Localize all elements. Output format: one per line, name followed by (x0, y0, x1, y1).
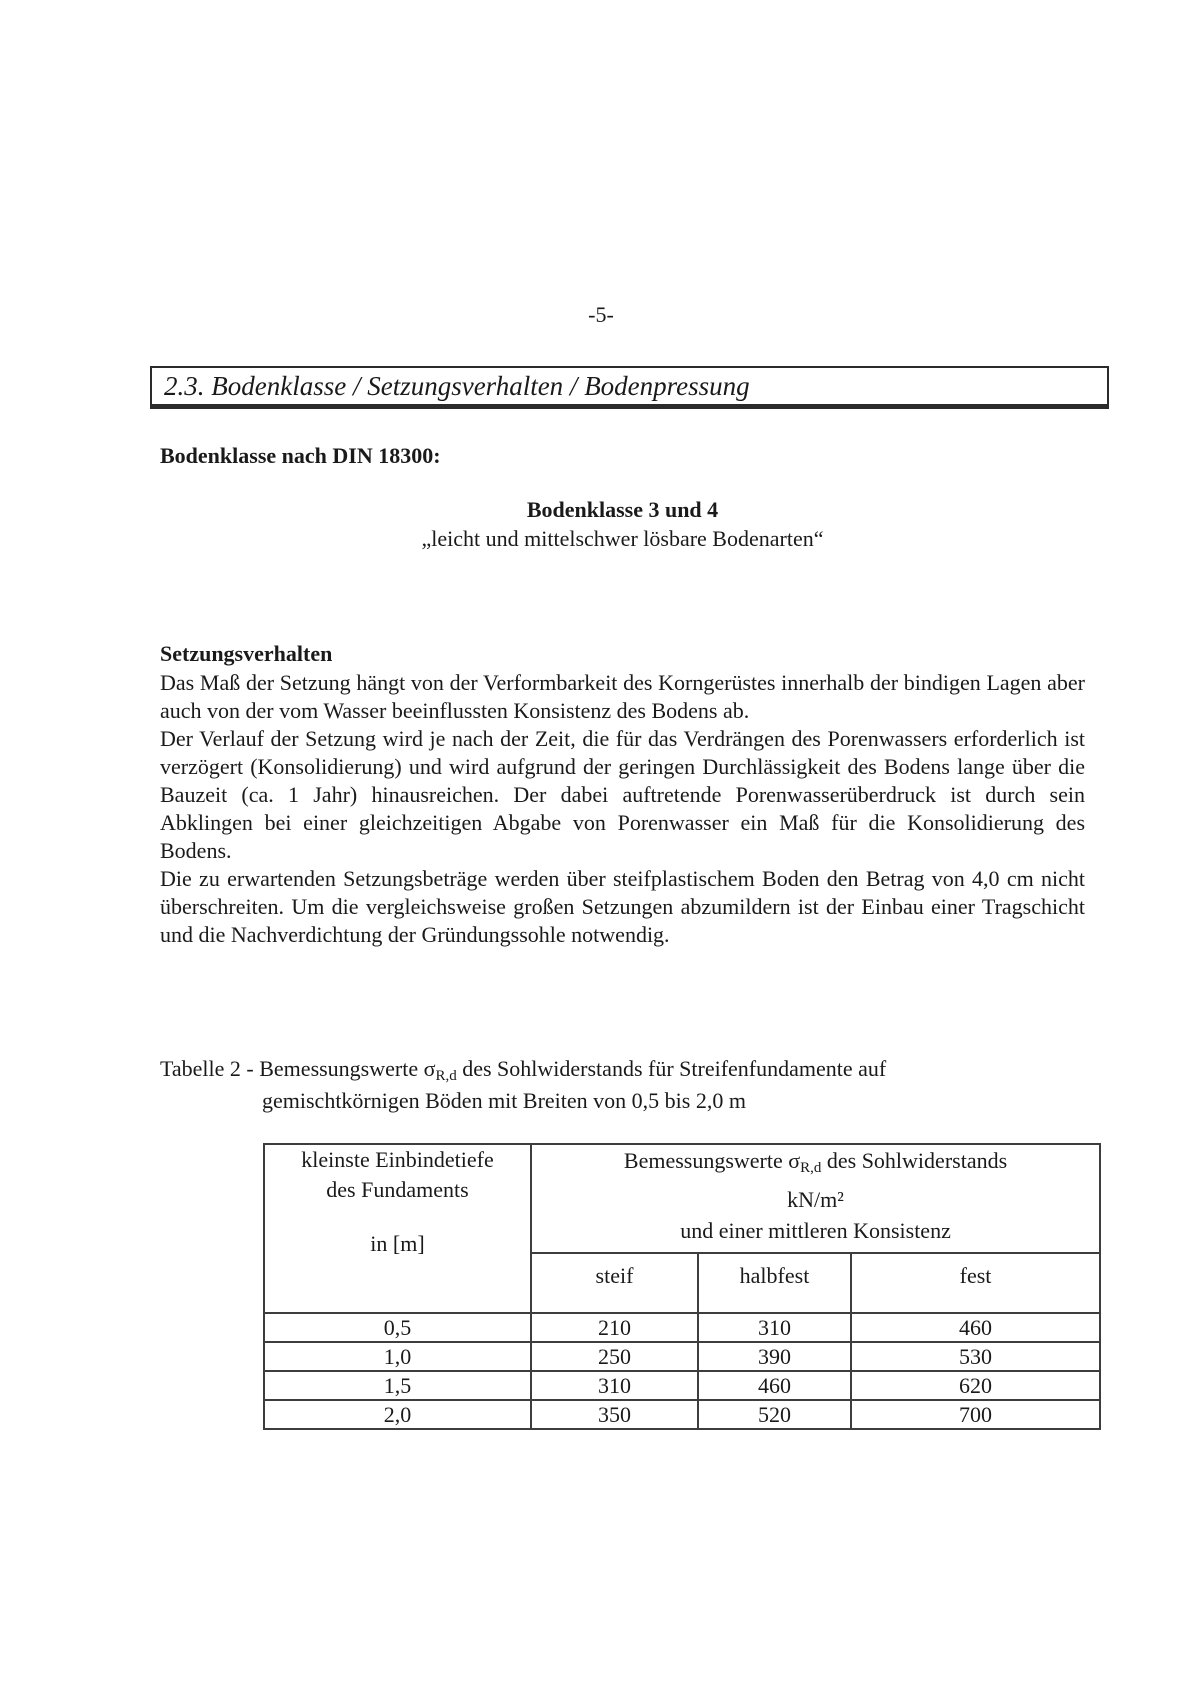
header-sigma-subscript: R,d (800, 1160, 822, 1176)
bodenklasse-din-label: Bodenklasse nach DIN 18300: (160, 443, 441, 468)
header-spacer (265, 1205, 530, 1229)
header-cell-einbindetiefe (264, 1144, 531, 1313)
page-number: -5- (588, 302, 614, 327)
table-caption-line2: gemischtkörnigen Böden mit Breiten von 0,5 bis 2,0 m (262, 1088, 746, 1113)
header-einbindetiefe-unit: in [m] (370, 1231, 425, 1256)
cell-depth: 1,0 (264, 1342, 531, 1371)
setzungsverhalten-paragraphs (160, 669, 1085, 949)
header-cell-bemessungswerte (531, 1144, 1100, 1253)
caption-text-post: des Sohlwiderstands für Streifenfundamente auf (456, 1056, 887, 1081)
table-caption-line1 (160, 1056, 886, 1085)
header-einbindetiefe-line2: des Fundaments (326, 1177, 469, 1202)
section-heading-box (150, 366, 1109, 409)
paragraph-setzung-1: Das Maß der Setzung hängt von der Verformbarkeit des Korngerüstes innerhalb der bindigen Lagen aber auch von der vom Wasser beeinflussten Konsistenz des Bodens ab. (160, 670, 1085, 723)
caption-text-pre: Tabelle 2 - Bemessungswerte σ (160, 1056, 436, 1081)
setzungsverhalten-heading: Setzungsverhalten (160, 641, 333, 666)
table-row (264, 1371, 1100, 1400)
cell-steif: 210 (531, 1313, 698, 1342)
section-heading: 2.3. Bodenklasse / Setzungsverhalten / Bodenpressung (152, 368, 1107, 406)
cell-steif: 250 (531, 1342, 698, 1371)
header-unit-line: kN/m² (787, 1187, 844, 1212)
table-row (264, 1313, 1100, 1342)
header-text-pre: Bemessungswerte σ (623, 1148, 801, 1173)
cell-depth: 2,0 (264, 1400, 531, 1429)
paragraph-setzung-2: Der Verlauf der Setzung wird je nach der Zeit, die für das Verdrängen des Porenwassers erforderlich ist verzögert (Konsolidierung) und wird aufgrund der geringen Durchlässigkeit des Bodens lange über die Bauzeit (ca. 1 Jahr) hinausreichen. Der dabei auftretende Porenwasserüberdruck ist durch sein Abklingen bei einer gleichzeitigen Abgabe von Porenwasser ein Maß für die Konsolidierung des Bodens. (160, 726, 1085, 863)
table-row (264, 1342, 1100, 1371)
cell-fest: 530 (851, 1342, 1100, 1371)
table-header-row (264, 1144, 1100, 1253)
header-text-post: des Sohlwiderstands (821, 1148, 1008, 1173)
cell-halbfest: 310 (698, 1313, 851, 1342)
cell-steif: 310 (531, 1371, 698, 1400)
header-einbindetiefe-line1: kleinste Einbindetiefe (301, 1147, 494, 1172)
cell-halbfest: 460 (698, 1371, 851, 1400)
caption-sigma-subscript: R,d (435, 1068, 457, 1084)
paragraph-setzung-3: Die zu erwartenden Setzungsbeträge werden über steifplastischem Boden den Betrag von 4,0 cm nicht überschreiten. Um die vergleichsweise großen Setzungen abzumildern ist der Einbau einer Tragschicht und die Nachverdichtung der Gründungssohle notwendig. (160, 866, 1085, 947)
header-bemessungswerte-line1 (532, 1145, 1099, 1184)
cell-depth: 1,5 (264, 1371, 531, 1400)
cell-steif: 350 (531, 1400, 698, 1429)
subheader-steif: steif (531, 1253, 698, 1313)
bodenklasse-class-title: Bodenklasse 3 und 4 (526, 497, 719, 522)
bodenklasse-class-subtitle: „leicht und mittelschwer lösbare Bodenarten“ (421, 526, 824, 551)
table-row (264, 1400, 1100, 1429)
cell-halbfest: 390 (698, 1342, 851, 1371)
cell-halbfest: 520 (698, 1400, 851, 1429)
subheader-fest: fest (851, 1253, 1100, 1313)
subheader-halbfest: halbfest (698, 1253, 851, 1313)
cell-fest: 460 (851, 1313, 1100, 1342)
bemessungswerte-table (263, 1143, 1101, 1430)
header-konsistenz-line: und einer mittleren Konsistenz (680, 1218, 951, 1243)
cell-fest: 700 (851, 1400, 1100, 1429)
cell-depth: 0,5 (264, 1313, 531, 1342)
cell-fest: 620 (851, 1371, 1100, 1400)
